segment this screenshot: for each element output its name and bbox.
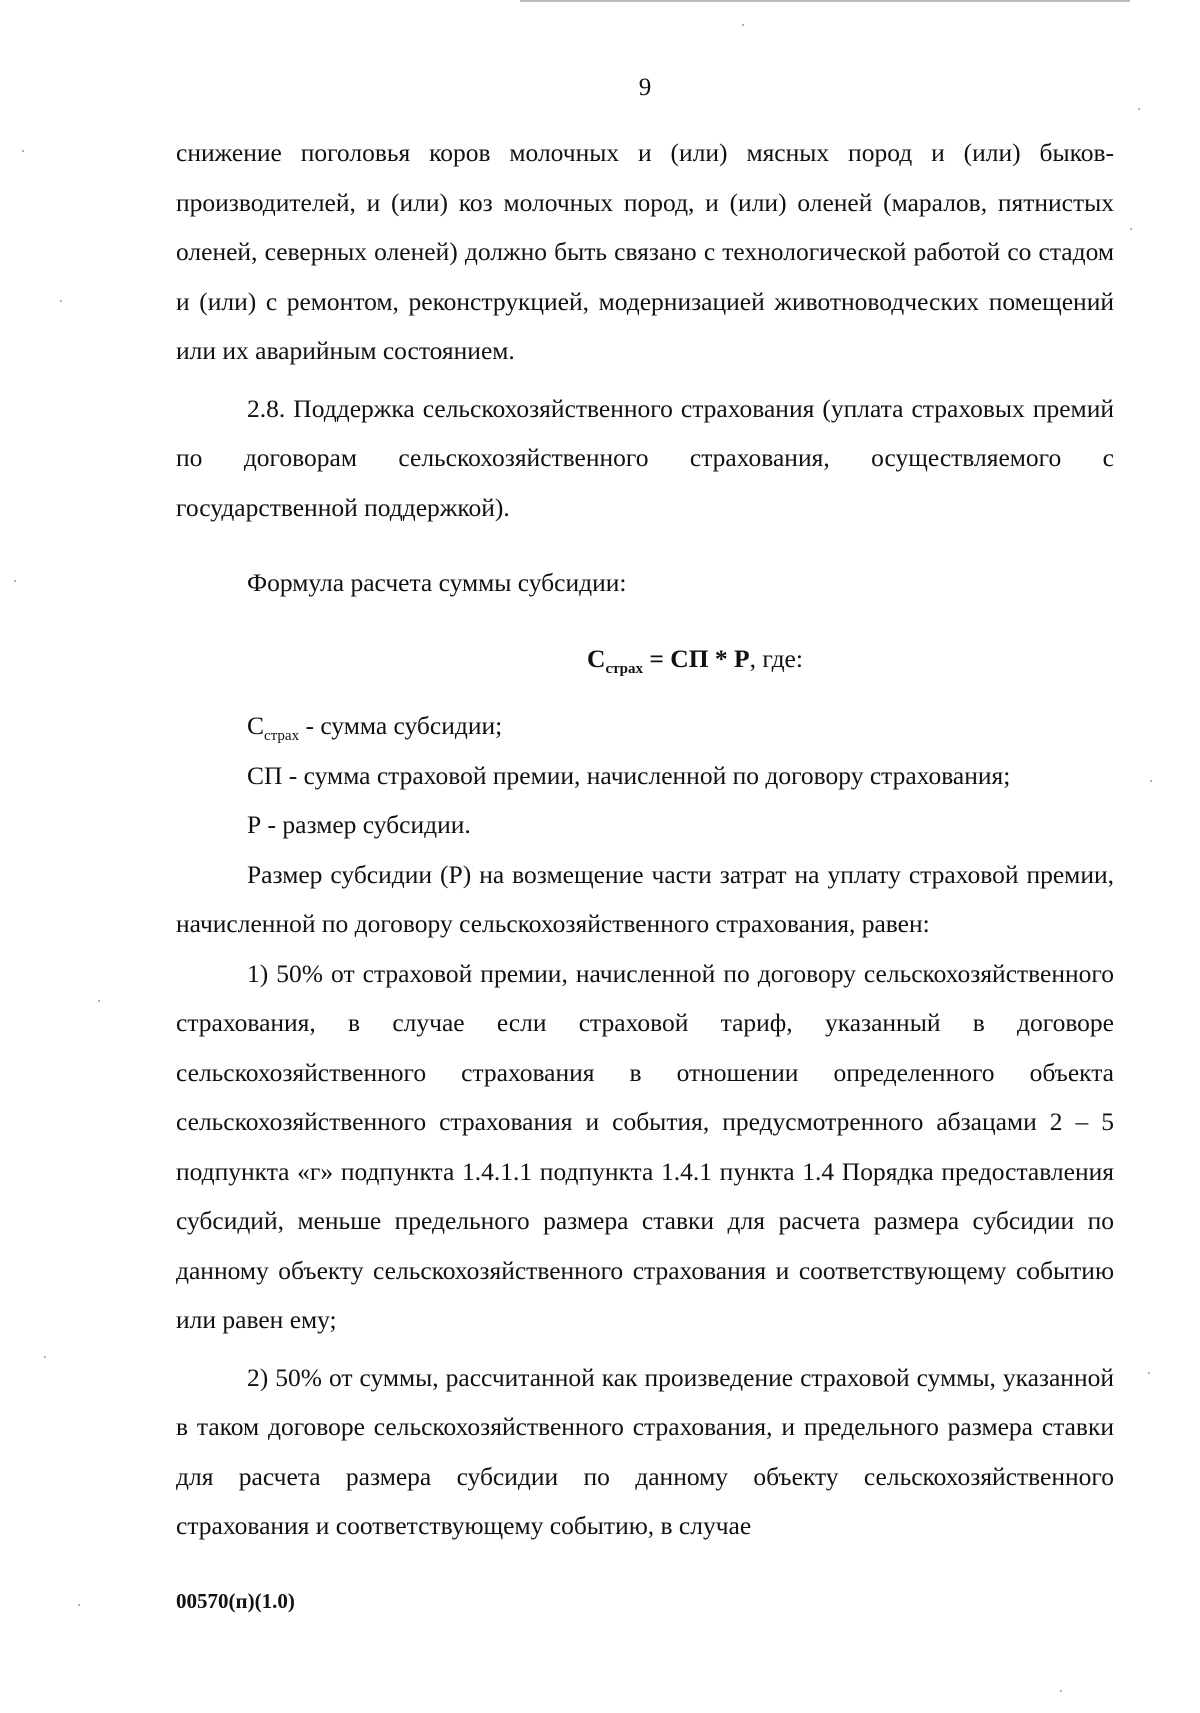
scan-speck xyxy=(1150,780,1152,782)
document-code: 00570(п)(1.0) xyxy=(176,1589,295,1613)
formula-symbol: С xyxy=(587,643,606,673)
scan-speck xyxy=(1130,228,1132,230)
list-item-1: 1) 50% от страховой премии, начисленной по договору сельскохозяйственного страхования, в случае если страховой тариф, указанный в договоре сельскохозяйственного страхования в отношении определенного объекта сельскохозяйственного страхования и события, предусмотренного абзацами 2 – 5 подпункта «г» подпункта 1.4.1.1 подпункта 1.4.1 пункта 1.4 Порядка предоставления субсидий, меньше предельного размера ставки для расчета размера субсидии по данному объекту сельскохозяйственного страхования и соответствующему событию или равен ему; xyxy=(176,958,1114,1334)
top-edge-rule xyxy=(520,0,1130,2)
scan-speck xyxy=(22,150,24,152)
scan-speck xyxy=(14,580,16,582)
scan-speck xyxy=(1060,1690,1062,1692)
scan-speck xyxy=(78,1604,80,1606)
definition-c-strakh xyxy=(176,701,1114,751)
definition-r: Р - размер субсидии. xyxy=(247,810,471,839)
definition-text: - сумма субсидии; xyxy=(299,711,503,740)
formula-subscript: страх xyxy=(605,660,644,677)
paragraph-formula-intro: Формула расчета суммы субсидии: xyxy=(247,568,627,597)
document-body xyxy=(176,128,1114,1551)
formula-expression: = СП * Р xyxy=(643,643,750,673)
subsidy-formula xyxy=(176,634,1114,684)
page-number: 9 xyxy=(638,74,652,101)
formula-suffix: , где: xyxy=(749,643,803,673)
scan-speck xyxy=(98,1000,100,1002)
scan-speck xyxy=(44,1356,46,1358)
scan-speck xyxy=(1148,1372,1150,1374)
scan-speck xyxy=(60,300,62,302)
definition-subscript: страх xyxy=(264,728,300,745)
paragraph-livestock-reduction: снижение поголовья коров молочных и (или) мясных пород и (или) быков-производителей, и (или) коз молочных пород, и (или) оленей (маралов, пятнистых оленей, северных оленей) должно быть связано с технологической работой со стадом и (или) с ремонтом, реконструкцией, модернизацией животноводческих помещений или их аварийным состоянием. xyxy=(176,138,1114,365)
paragraph-section-2-8: 2.8. Поддержка сельскохозяйственного страхования (уплата страховых премий по договорам сельскохозяйственного страхования, осуществляемого с государственной поддержкой). xyxy=(176,393,1114,522)
definition-symbol: С xyxy=(247,711,265,740)
paragraph-subsidy-size: Размер субсидии (Р) на возмещение части затрат на уплату страховой премии, начисленной по договору сельскохозяйственного страхования, равен: xyxy=(176,859,1114,938)
definition-sp: СП - сумма страховой премии, начисленной по договору страхования; xyxy=(247,760,1011,790)
list-item-2: 2) 50% от суммы, рассчитанной как произведение страховой суммы, указанной в таком договоре сельскохозяйственного страхования, и предельного размера ставки для расчета размера субсидии по данному объекту сельскохозяйственного страхования и соответствующему событию, в случае xyxy=(176,1362,1114,1540)
scan-speck xyxy=(1138,108,1140,110)
scan-speck xyxy=(742,24,744,26)
